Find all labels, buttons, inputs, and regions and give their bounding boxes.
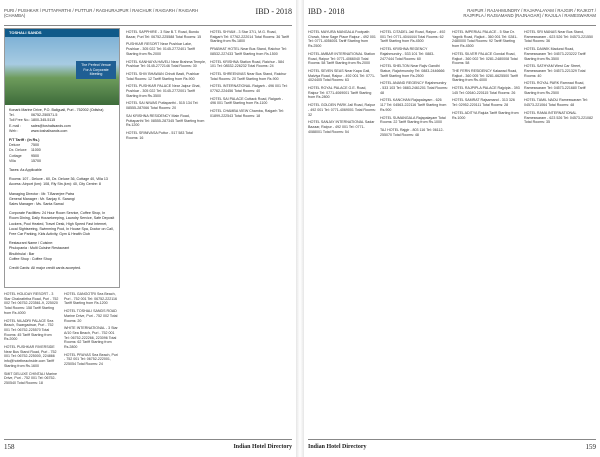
hotel-entry: HOTEL SANJAY INTERNATIONAL Sadar Bazaar, Raipur - 492 001 Tel: 0771-4088001 Total Rooms: 54 [308,120,375,134]
hotel-entry: HOTEL MAYURA MANGALA Footpath Chowk, Near Sage Place Raipur - 492 001 Tel: 0771-4056001 Tariff Starting from Rs.2500 [308,30,376,49]
hotel-entry: HOTEL SHYAM - 3 Star 37/1, M.G. Road, Raigarh Tel: 07762-222014 Total Rooms: 36 Tariff Starting from Rs.1800 [210,30,289,44]
header-rule [308,25,596,26]
credit-cards: Credit Cards: All major credit cards accepted. [9,266,82,271]
tariff-room-type: Deluxe [9,143,21,148]
web-value: www.toshalisands.com [31,128,68,133]
hotel-entry: HOTEL SAI NIWAS Puttaparthi - 515 134 Tel: 08555-287066 Total Rooms: 20 [126,101,199,111]
email-label: E-mail : [9,123,22,128]
hotel-entry: HOTEL HOLIDAY RESORT - 3 Star Chakratirtha Road, Puri - 752 002 Tel: 06752-223561-9, 225020 Total Rooms: 158 Tariff Starting from Rs.4000 [4,292,59,315]
tariff-room-type: Dx. Deluxe [9,148,27,153]
hotel-entry: HOTEL KANCHAN Rajapalayam - 626 117 Tel: 04563-222116 Tariff Starting from Rs.900 [380,98,447,112]
listing-column [524,30,596,128]
hotel-entry: HOTEL RAMA INTERNATIONAL Rameswaram - 623 526 Tel: 04573-221082 Total Rooms: 35 [524,110,594,125]
ad-title-bar: TOSHALI SANDS [5,29,119,37]
facilities: Corporate Facilities: 24 Hour Room Service, Coffee Shop, In Room Dining, Daily Housekeeping, Laundry Service, Safe Deposit Lockers, Pool Heated, Travel Desk, High Speed Fast Internet, Local Sightseeing, Swimming Pool, In House Spa, Doctor on Call, Free Car Parking, Kids Activity, Gym & Health Club [9,211,115,237]
hotel-entry: HOTEL AMBAR INTERNATIONAL Station Road, Raipur Tel: 0771-4066040 Total Rooms: 58 Tariff Starting from Rs.2000 [308,51,375,66]
rooms-info: Rooms: 107 - Deluxe - 60, Dx. Deluxe 36, Cottage 40, Villa 13 [9,177,108,182]
running-head [400,8,596,24]
listing-column [210,30,290,122]
ad-hotel-photo [5,37,119,105]
hotel-entry: HOTEL SEVEN SEAS Near Kapa Gali, Malviya Road, Raipur - 492 001 Tel: 0771-4024405 Total Rooms: 63 [308,68,376,83]
hotel-entry: HOTEL TAMIL NADU Rameswaram Tel: 04573-221064 Total Rooms: 48 [524,98,588,108]
tel-value: 06752-250571-5 [31,113,58,118]
restaurant-item: Phulopania : Multi Cuisine Restaurant [9,246,70,251]
access-info: Access: Airport (km): 108, Rly Stn.(km): 40, City Centre: 8 [9,182,101,187]
hotel-entry: HOTEL TOSHALI SANDS ROAD Marine Drive, Puri - 752 002 Total Rooms: 20 [64,309,118,323]
ad-slogan: The Perfect Venue For A Corporate Meeting [76,61,116,79]
page-number: 159 [585,442,596,451]
hotel-entry: HOTEL SILVER PALACE Gondal Road, Rajkot - 360 002 Tel: 0281-2480008 Total Rooms: 58 [452,51,518,66]
page-footer [4,439,292,453]
hotel-entry: HOTEL SHREENIVAS Near Bus Stand, Raichur Total Rooms: 20 Tariff Starting from Rs.900 [210,71,287,81]
hotel-entry: HOTEL SUMANGALA Rajapalayam Total Rooms: 22 Tariff Starting from Rs.1000 [380,115,446,125]
page-footer [308,439,596,453]
hotel-entry: HOTEL KRISHNA Station Road, Raichur - 584 101 Tel: 08532-226232 Total Rooms: 24 [210,59,284,69]
tariff-heading: F/T Tariff : (in Rs.) [9,138,40,143]
general-manager: General Manager : Mr. Sanjay K. Sarangi [9,196,75,201]
hotel-entry: HOTEL SAI PALACE Cuttack Road, Raigarh - 496 001 Tariff Starting from Rs.1100 [210,96,284,106]
hotel-entry: HOTEL ADITYA Rajula Tariff Starting from Rs.1000 [452,110,519,120]
hotel-entry: HOTEL PUSHKAR PALACE Near Jaipur Ghat, Pushkar - 305 022 Tel: 0145-2772001 Tariff Starting from Rs.3500 [126,84,201,98]
tariff-room-type: Villa [9,158,16,163]
journal-label: IBD - 2018 [255,7,292,16]
tollfree-label: Toll Free No.: [9,118,31,123]
hotel-entry: THE FERN RESIDENCY Kalawad Road, Rajkot - 360 005 Tel: 0281-6625500 Tariff Starting from Rs.4000 [452,68,518,83]
running-head: PURI / PUSHKAR / PUTTAPARTHI / PUTTUR / RAGHURAJPUR / RAICHUR / RAIGARH / RAIGARH (CHAMBA) [4,8,199,18]
listing-column [64,292,120,370]
hotel-entry: HOTEL RAJPIPLA PALACE Rajpipla - 393 145 Tel: 02640-220115 Total Rooms: 26 [452,86,520,95]
hotel-entry: HOTEL SRI MANAS Near Bus Stand, Rameswaram - 623 526 Tel: 04573-221550 Total Rooms: 36 [524,30,594,44]
web-label: Web : [9,128,19,133]
listing-column [380,30,448,140]
hotel-entry: SAI KRISHNA RESIDENCY Main Road, Puttaparthi Tel: 08555-287345 Tariff Starting from Rs.1200 [126,113,205,128]
hotel-entry: PUSHKAR RESORT Near Pushkar Lake, Pushkar - 305 022 Tel: 0145-2772401 Tariff Starting from Rs.2000 [126,42,195,56]
tel-label: Tel. [9,113,15,118]
hotel-entry: TAJ HOTEL Rajgir - 803 116 Tel: 06112-255070 Total Rooms: 48 [380,127,444,137]
hotel-entry: HOTEL SHELTON Near Rajiv Gandhi Statue, Rajahmundry Tel: 0883-2446666 Tariff Starting from Rs.2500 [380,64,445,78]
ad-address: Konark Marine Drive, P.O. Baliguali, Puri - 752002 (Odisha) [9,108,104,112]
hotel-entry: HOTEL GANGOTRI Sea Beach, Puri - 752 001 Tel: 06752-222116 Tariff Starting from Rs.1200 [64,292,118,306]
ad-body [5,105,119,274]
tariff-rate: 9500 [31,153,39,158]
hotel-advertisement [4,28,120,288]
email-value: sales@toshalisands.com [31,123,71,128]
hotel-entry: HOTEL SAMRAT Rajsamand - 313 326 Tel: 02952-220111 Total Rooms: 28 [452,98,515,108]
listing-column [4,292,60,389]
managing-director: Managing Director : Mr. T.Banerjee Patra [9,191,75,196]
hotel-entry: HOTEL INTERNATIONAL Raigarh - 496 001 Tel: 07762-224456 Total Rooms: 40 [210,84,288,94]
hotel-entry: HOTEL GOLDEN PARK Jail Road, Raipur - 492 001 Tel: 0771-4069001 Total Rooms: 32 [308,103,376,117]
hotel-entry: SMIT DELUXE CHINTALI Marine Drive, Puri - 752 001 Tel: 06752-250540 Total Rooms: 18 [4,371,57,385]
tariff-rate: 15700 [31,158,41,163]
hotel-entry: HOTEL DAIWIK Madurai Road, Rameswaram Tel: 04573-223222 Tariff Starting from Rs.3500 [524,47,586,61]
hotel-entry: HOTEL KRISHNA REGENCY Rajahmundry - 533 101 Tel: 0883-2477444 Total Rooms: 60 [380,47,435,61]
hotel-entry: HOTEL ROYAL PARK Ramnad Road, Rameswaram Tel: 04573-221680 Tariff Starting from Rs.2500 [524,81,586,95]
tariff-room-type: Cottage [9,153,22,158]
hotel-entry: HOTEL PUSHKAR RIVERSIDE Near Bus Stand Road, Puri - 752 001 Tel: 06752-225000, 224866 info@hotelbeachside.com Tariff Starting from Rs.1600 [4,345,57,368]
restaurant-heading: Restaurant Name / Cuisine: [9,241,54,246]
listing-column [452,30,520,123]
hotel-entry: HOTEL CHAMBA VIEW Chamba, Raigarh Tel: 01899-222543 Total Rooms: 18 [210,109,284,118]
hotel-entry: HOTEL IMPERIAL PALACE - 5 Star Dr. Yagnik Road, Rajkot - 360 001 Tel: 0281-2480000 Total Rooms: 92 Tariff Starting from Rs.4500 [452,30,518,49]
running-head-line: RAJPIPLA / RAJSAMAND (RAJNAGAR) / RAJULA / RAMESWARAM [463,13,596,18]
footer-title: Indian Hotel Directory [308,443,367,450]
hotel-entry: HOTEL ROYAL PALACE G.E. Road, Raipur Tel: 0771-4069001 Tariff Starting from Rs.2800 [308,86,372,100]
footer-title: Indian Hotel Directory [233,443,292,450]
restaurant-item: Coffee Shop : Coffee Shop [9,256,52,261]
hotel-entry: HOTEL SRINIVASA Puttur - 517 583 Total Rooms: 16 [126,130,193,140]
hotel-entry: PRABHAT HOTEL Near Bus Stand, Raichur Tel: 08532-227433 Tariff Starting from Rs.1500 [210,47,287,56]
hotel-entry: HOTEL KANHAIYA HAVELI Near Brahma Temple, Pushkar Tel: 0145-2772146 Total Rooms: 30 [126,59,206,69]
listing-column [308,30,376,137]
hotel-entry: HOTEL PRAYAS Sea Beach, Puri - 752 001 Tel: 06752-222001, 225054 Total Rooms: 24 [64,352,118,367]
page-number: 158 [4,442,15,451]
hotel-entry: HOTEL ANAND REGENCY Rajahmundry - 533 103 Tel: 0883-2461201 Total Rooms: 48 [380,81,448,95]
running-head-line: RAIPUR / RAJAHMUNDRY / RAJAPALAYAM / RAJGIR / RAJKOT / [467,8,596,13]
restaurant-item: Bhulbhulai : Bar [9,251,35,256]
hotel-entry: WHITE INTERNATIONAL - 3 Star A/10 Sea Beach, Puri - 752 001 Tel: 06752-222266, 223096 Total Rooms: 62 Tariff Starting from Rs.2800 [64,326,118,350]
book-gutter [296,0,304,457]
right-page [304,0,600,457]
tollfree-value: 1800-345-5115 [31,118,56,123]
hotel-entry: HOTEL SHIV BHAWAN Chhoti Basti, Pushkar Total Rooms: 12 Tariff Starting from Rs.900 [126,71,200,81]
hotel-entry: HOTEL SAPPHIRE - 3 Star B.T. Road, Bundu Bazar, Puri Tel: 06752-225588 Total Rooms: 15 [126,30,202,39]
taxes-note: Taxes: As Applicable [9,168,42,173]
listing-column [126,30,206,143]
tariff-rate: 7500 [31,143,39,148]
left-page [0,0,296,457]
journal-label: IBD - 2018 [308,7,345,16]
tariff-rate: 11000 [31,148,41,153]
hotel-entry: HOTEL NILADRI PALACE Sea Beach, Swargadwar, Puri - 752 001 Tel: 06752-225570 Total Rooms: 45 Tariff Starting from Rs.2000 [4,318,54,342]
sales-manager: Sales Manager : Ms. Santa Samal [9,202,64,207]
hotel-entry: HOTEL CITADEL Jail Road, Raipur - 492 001 Tel: 0771-4044444 Total Rooms: 62 Tariff Starting from Rs.4500 [380,30,446,44]
hotel-entry: HOTEL SATHYAM West Car Street, Rameswaram Tel: 04573-221329 Total Rooms: 40 [524,64,586,78]
header-rule [4,25,292,26]
